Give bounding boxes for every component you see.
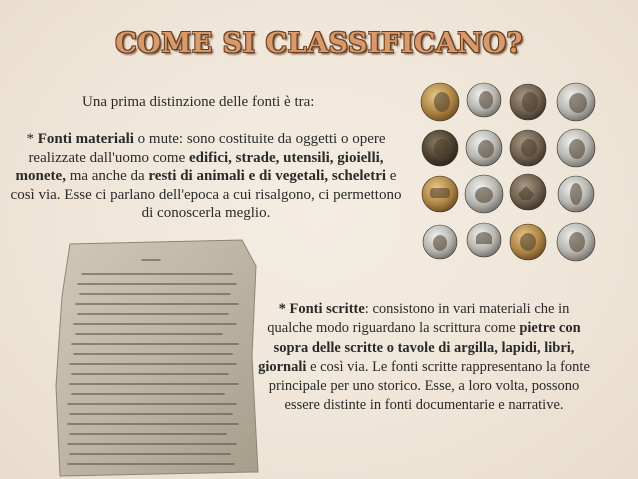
material-sources-remains: resti di animali e di vegetali, scheletri	[148, 168, 387, 185]
material-sources-text-2: ma anche da	[65, 168, 149, 185]
written-sources-examples: pietre con sopra delle scritte o tavole di argilla, lapidi, libri, giornali	[258, 320, 581, 375]
written-sources-paragraph	[258, 300, 590, 416]
written-sources-text-1: : consistono in vari materiali che in qualche modo riguardano la scrittura come	[267, 301, 570, 337]
ancient-coins-image	[416, 82, 628, 272]
bullet-marker: *	[26, 131, 38, 147]
material-sources-text-3: e così via. Esse ci parlano dell'epoca a cui risalgono, ci permettono di conoscerla meglio.	[10, 168, 402, 222]
written-sources-text-2: e così via. Le fonti scritte rappresentano la fonte principale per uno storico. Esse, a loro volta, possono essere distinte in fonti documentarie e narrative.	[268, 358, 590, 414]
intro-text: Una prima distinzione delle fonti è tra:	[82, 94, 315, 110]
material-sources-label: Fonti materiali	[37, 131, 134, 147]
ancient-manuscript-image	[52, 236, 262, 478]
material-sources-examples: edifici, strade, utensili, gioielli, monete,	[15, 149, 384, 185]
material-sources-paragraph	[6, 130, 406, 223]
written-sources-label: * Fonti scritte	[278, 301, 365, 317]
material-sources-text-1: o mute: sono costituite da oggetti o opere realizzate dall'uomo come	[28, 131, 386, 166]
slide-title: COME SI CLASSIFICANO?	[115, 28, 523, 59]
